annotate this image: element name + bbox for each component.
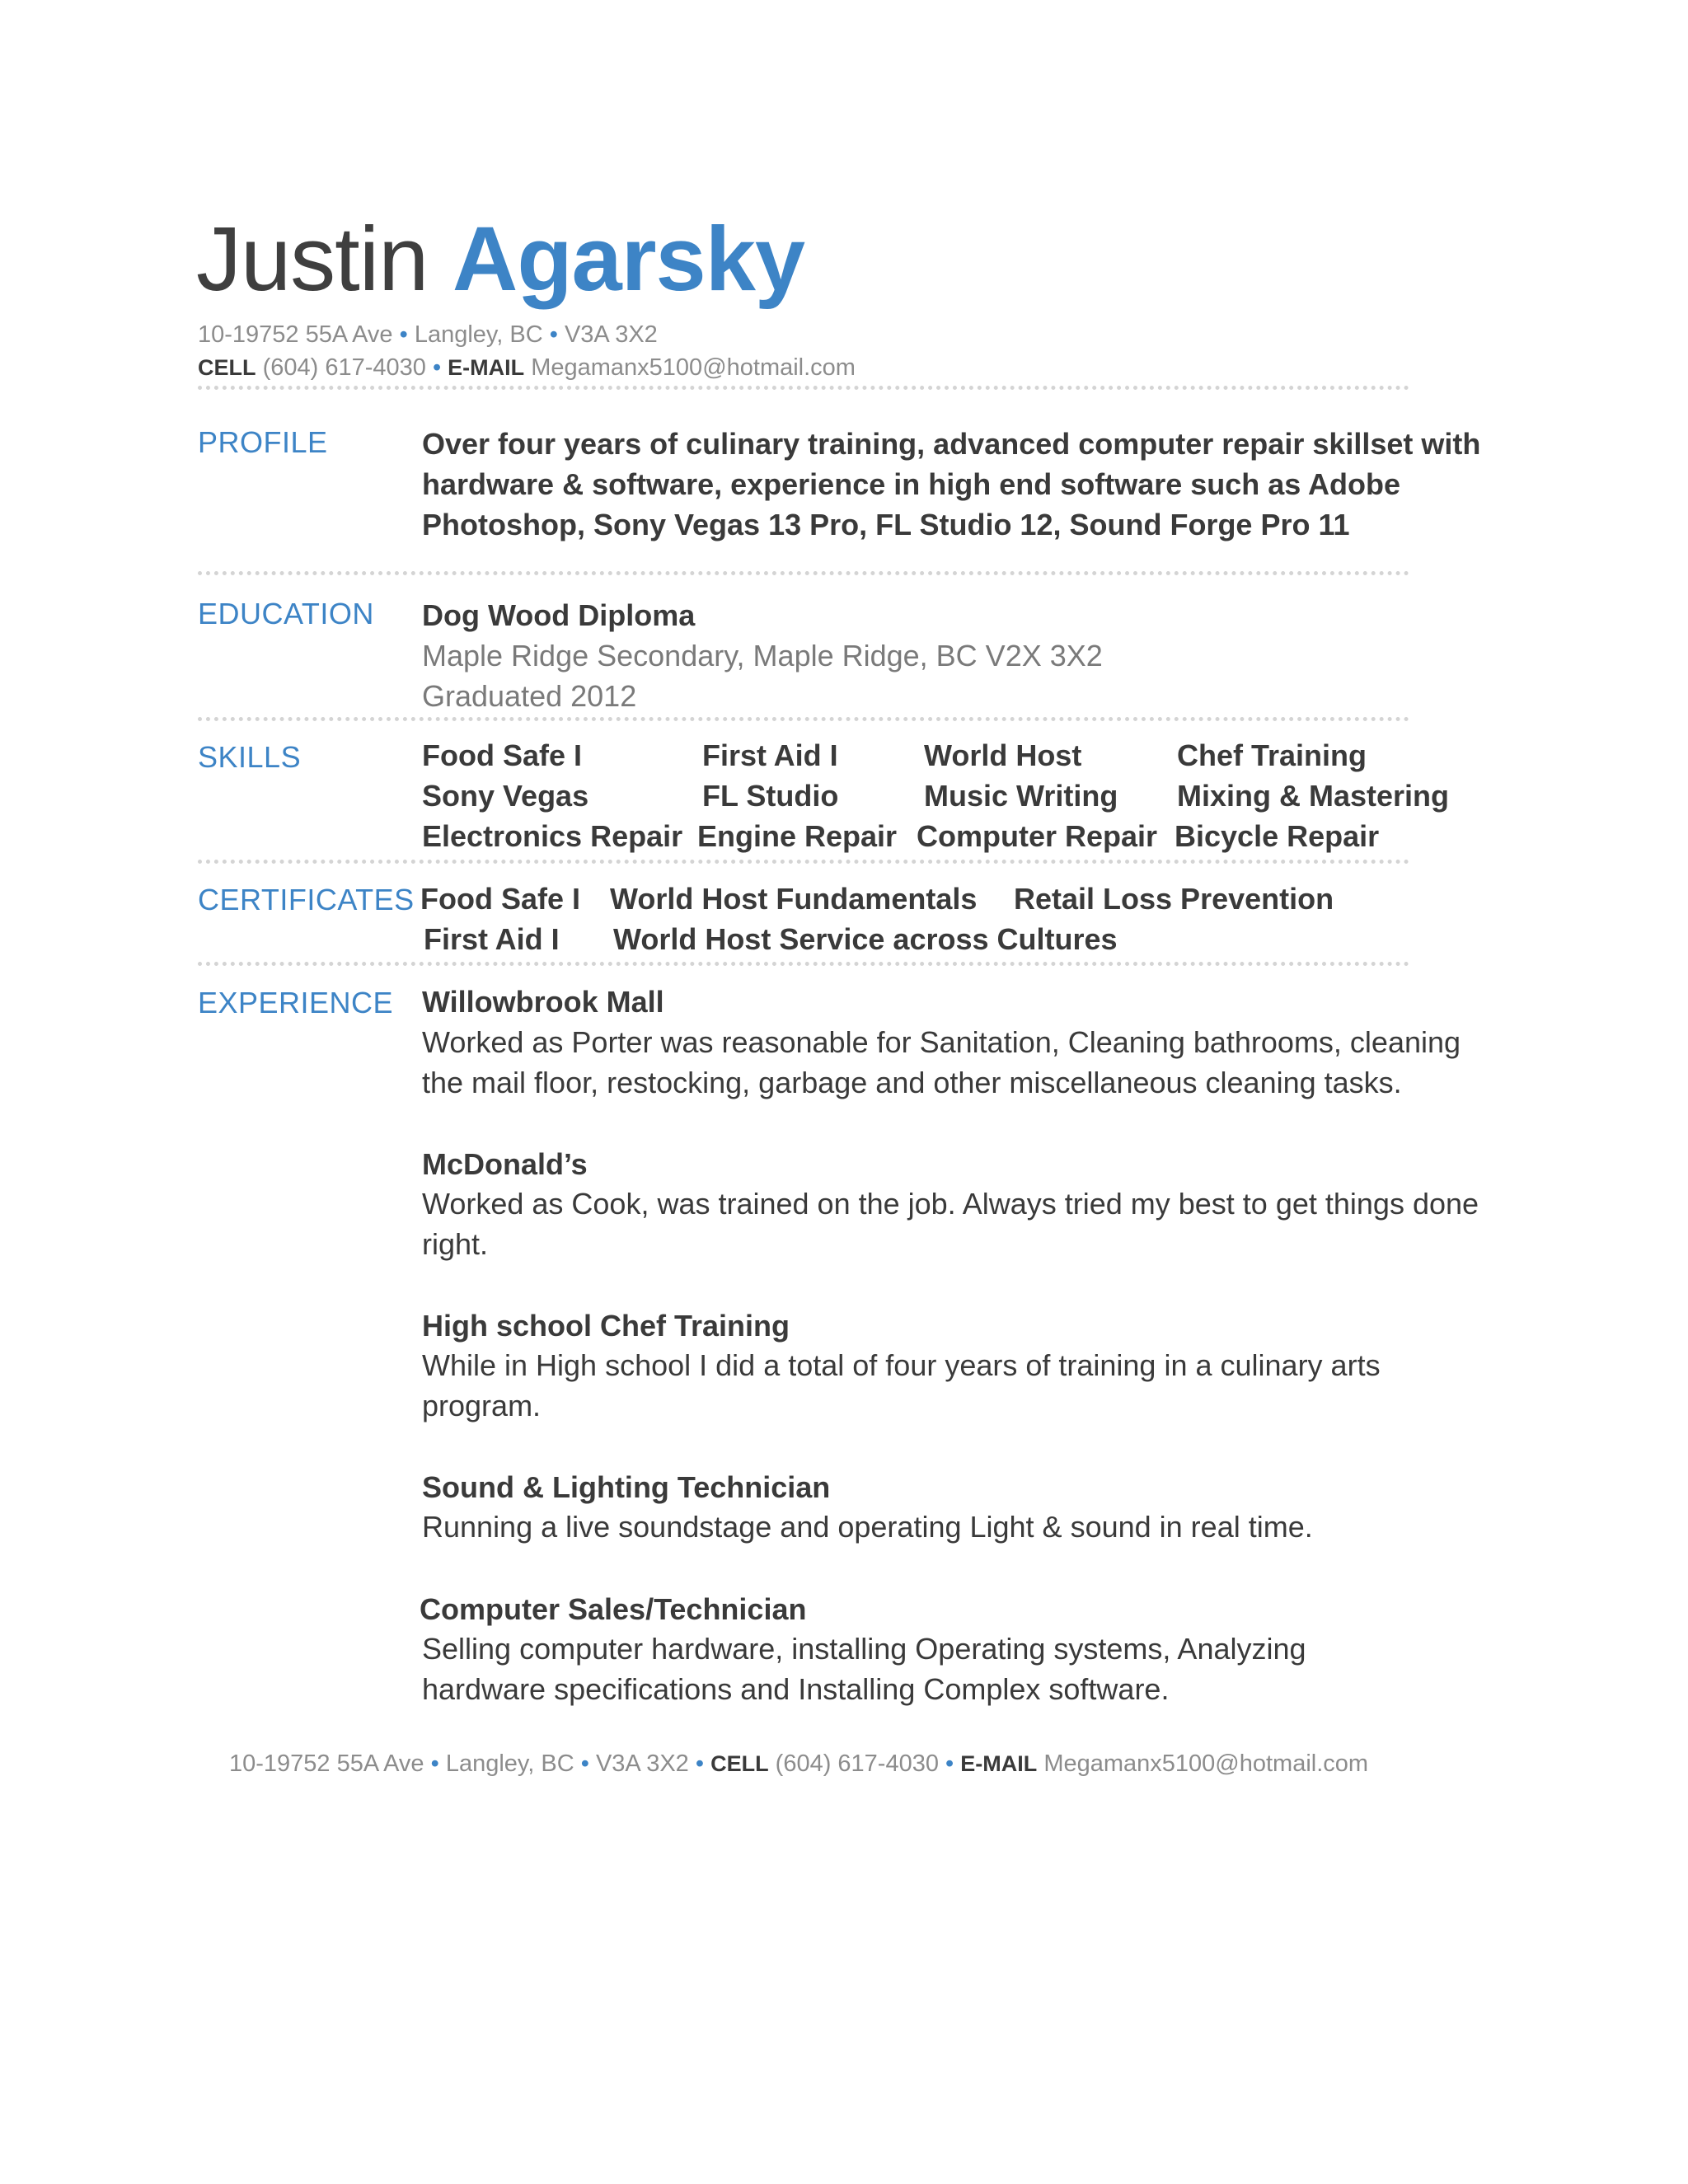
skill-item: World Host bbox=[924, 738, 1082, 772]
city: Langley, BC bbox=[414, 321, 543, 348]
contact-line bbox=[198, 354, 856, 382]
skills-heading: SKILLS bbox=[198, 740, 302, 774]
email-label: E-MAIL bbox=[448, 355, 525, 380]
address-line bbox=[198, 321, 658, 349]
skill-item: Mixing & Mastering bbox=[1177, 779, 1450, 813]
cell-label: CELL bbox=[198, 355, 256, 380]
job-title: Sound & Lighting Technician bbox=[422, 1470, 831, 1504]
profile-heading: PROFILE bbox=[198, 425, 328, 459]
divider bbox=[198, 717, 1409, 721]
email-address[interactable]: Megamanx5100@hotmail.com bbox=[1043, 1750, 1369, 1777]
skill-item: Engine Repair bbox=[697, 819, 898, 853]
email-label: E-MAIL bbox=[960, 1751, 1038, 1776]
divider bbox=[198, 571, 1409, 575]
job-title: Computer Sales/Technician bbox=[420, 1592, 807, 1626]
job-description: Worked as Cook, was trained on the job. Always tried my best to get things done right. bbox=[422, 1187, 1479, 1261]
cell-label: CELL bbox=[710, 1751, 769, 1776]
skill-item: Electronics Repair bbox=[422, 819, 683, 853]
experience-heading: EXPERIENCE bbox=[198, 986, 394, 1019]
graduation-year: Graduated 2012 bbox=[422, 679, 637, 713]
bullet-separator: • bbox=[580, 1750, 589, 1777]
certificate-item: Food Safe I bbox=[420, 882, 581, 916]
diploma-title: Dog Wood Diploma bbox=[422, 598, 696, 632]
divider bbox=[198, 962, 1409, 966]
bullet-separator: • bbox=[945, 1750, 954, 1777]
bullet-separator: • bbox=[430, 1750, 439, 1777]
skill-item: FL Studio bbox=[702, 779, 839, 813]
last-name: Agarsky bbox=[452, 209, 805, 310]
cell-number: (604) 617-4030 bbox=[262, 354, 426, 381]
skill-item: Computer Repair bbox=[917, 819, 1158, 853]
postal-code: V3A 3X2 bbox=[595, 1750, 689, 1777]
job-title: High school Chef Training bbox=[422, 1309, 790, 1343]
skill-item: Bicycle Repair bbox=[1175, 819, 1380, 853]
profile-summary: Over four years of culinary training, advanced computer repair skillset with hardware & software, experience in high end software such as Adobe Photoshop, Sony Vegas 13 Pro, FL Studio 12, Sound Forge Pro 11 bbox=[422, 427, 1481, 541]
job-title: McDonald’s bbox=[422, 1147, 588, 1181]
skill-item: Sony Vegas bbox=[422, 779, 589, 813]
school-name: Maple Ridge Secondary, Maple Ridge, BC V2X 3X2 bbox=[422, 639, 1103, 673]
bullet-separator: • bbox=[399, 321, 408, 348]
certificates-heading: CERTIFICATES bbox=[198, 883, 415, 916]
postal-code: V3A 3X2 bbox=[564, 321, 658, 348]
bullet-separator: • bbox=[432, 354, 442, 381]
divider bbox=[198, 386, 1409, 390]
footer-contact bbox=[229, 1750, 1368, 1778]
divider bbox=[198, 860, 1409, 864]
street-address: 10-19752 55A Ave bbox=[198, 321, 393, 348]
street-address: 10-19752 55A Ave bbox=[229, 1750, 424, 1777]
skill-item: First Aid I bbox=[702, 738, 838, 772]
email-address[interactable]: Megamanx5100@hotmail.com bbox=[531, 354, 856, 381]
skill-item: Chef Training bbox=[1177, 738, 1367, 772]
skill-item: Food Safe I bbox=[422, 738, 583, 772]
candidate-name bbox=[196, 206, 804, 313]
city: Langley, BC bbox=[445, 1750, 574, 1777]
certificate-item: World Host Fundamentals bbox=[610, 882, 978, 916]
certificate-item: First Aid I bbox=[424, 922, 560, 956]
job-description: Selling computer hardware, installing Operating systems, Analyzing hardware specifications and Installing Complex software. bbox=[422, 1632, 1306, 1706]
job-description: Worked as Porter was reasonable for Sanitation, Cleaning bathrooms, cleaning the mail floor, restocking, garbage and other miscellaneous cleaning tasks. bbox=[422, 1025, 1461, 1099]
job-title: Willowbrook Mall bbox=[422, 985, 664, 1019]
job-description: Running a live soundstage and operating Light & sound in real time. bbox=[422, 1510, 1313, 1544]
certificate-item: World Host Service across Cultures bbox=[613, 922, 1118, 956]
certificate-item: Retail Loss Prevention bbox=[1014, 882, 1334, 916]
bullet-separator: • bbox=[549, 321, 558, 348]
cell-number: (604) 617-4030 bbox=[775, 1750, 939, 1777]
skill-item: Music Writing bbox=[924, 779, 1118, 813]
job-description: While in High school I did a total of four years of training in a culinary arts program. bbox=[422, 1348, 1381, 1422]
education-heading: EDUCATION bbox=[198, 597, 374, 630]
bullet-separator: • bbox=[695, 1750, 705, 1777]
first-name: Justin bbox=[196, 209, 429, 310]
